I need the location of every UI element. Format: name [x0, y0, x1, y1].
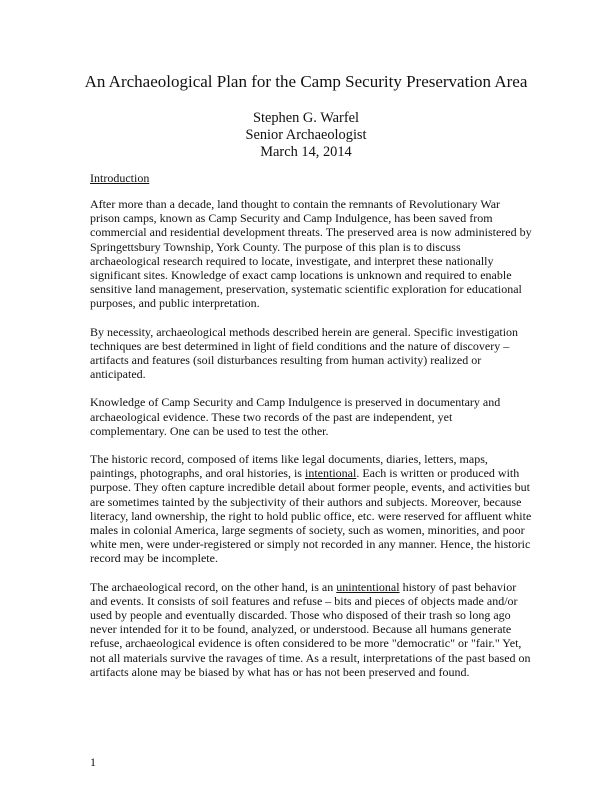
author-role: Senior Archaeologist — [245, 127, 367, 143]
paragraph-2: By necessity, archaeological methods described herein are general. Specific investigation techniques are best determined in light of field conditions and the nature of discovery – artifacts and features (soil disturbances resulting from human activity) realized or anticipated. — [90, 324, 519, 382]
paragraph-4-text-before: The historic record, composed of items like legal documents, diaries, letters, maps, paintings, photographs, and oral histories, is — [90, 452, 488, 481]
paragraph-5 — [90, 580, 532, 679]
paragraph-4 — [90, 452, 532, 566]
paragraph-4-text-after: . Each is written or produced with purpose. They often capture incredible detail about former people, events, and activities but are sometimes tainted by the subjectivity of their authors and subjects. Moreover, because literacy, land ownership, the right to hold public office, etc. were reserved for affluent white males in colonial America, large segments of society, such as women, minorities, and poor white men, were under-registered or simply not recorded in any manner. Hence, the historic record may be incomplete. — [90, 466, 532, 566]
document-title: An Archaeological Plan for the Camp Security Preservation Area — [84, 72, 528, 91]
document-body — [90, 197, 532, 693]
paragraph-5-text-after: history of past behavior and events. It consists of soil features and refuse – bits and pieces of objects made and/or used by people and eventually discarded. Those who disposed of their trash so long ago never intended for it to be found, analyzed, or understood. Because all humans generate refuse, archaeological evidence is often considered to be more "democratic" or "fair." Yet, not all materials survive the ravages of time. As a result, interpretations of the past based on artifacts alone may be biased by what has or has not been preserved and found. — [90, 579, 531, 679]
document-date: March 14, 2014 — [260, 144, 352, 160]
author-name: Stephen G. Warfel — [252, 110, 360, 126]
paragraph-4-emphasis: intentional — [304, 466, 357, 481]
paragraph-3: Knowledge of Camp Security and Camp Indulgence is preserved in documentary and archaeological evidence. These two records of the past are independent, yet complementary. One can be used to test the other. — [90, 395, 501, 438]
section-heading-introduction: Introduction — [90, 171, 150, 185]
paragraph-5-emphasis: unintentional — [336, 579, 400, 594]
paragraph-1: After more than a decade, land thought to contain the remnants of Revolutionary War prison camps, known as Camp Security and Camp Indulgence, has been saved from commercial and residential development threats. The preserved area is now administered by Springettsbury Township, York County. The purpose of this plan is to discuss archaeological research required to locate, investigate, and interpret these nationally significant sites. Knowledge of exact camp locations is unknown and required to enable sensitive land management, preservation, systematic scientific exploration for educational purposes, and public interpretation. — [90, 197, 532, 311]
paragraph-5-text-before: The archaeological record, on the other hand, is an — [90, 579, 337, 594]
page-number: 1 — [90, 755, 96, 769]
author-block — [0, 110, 612, 161]
